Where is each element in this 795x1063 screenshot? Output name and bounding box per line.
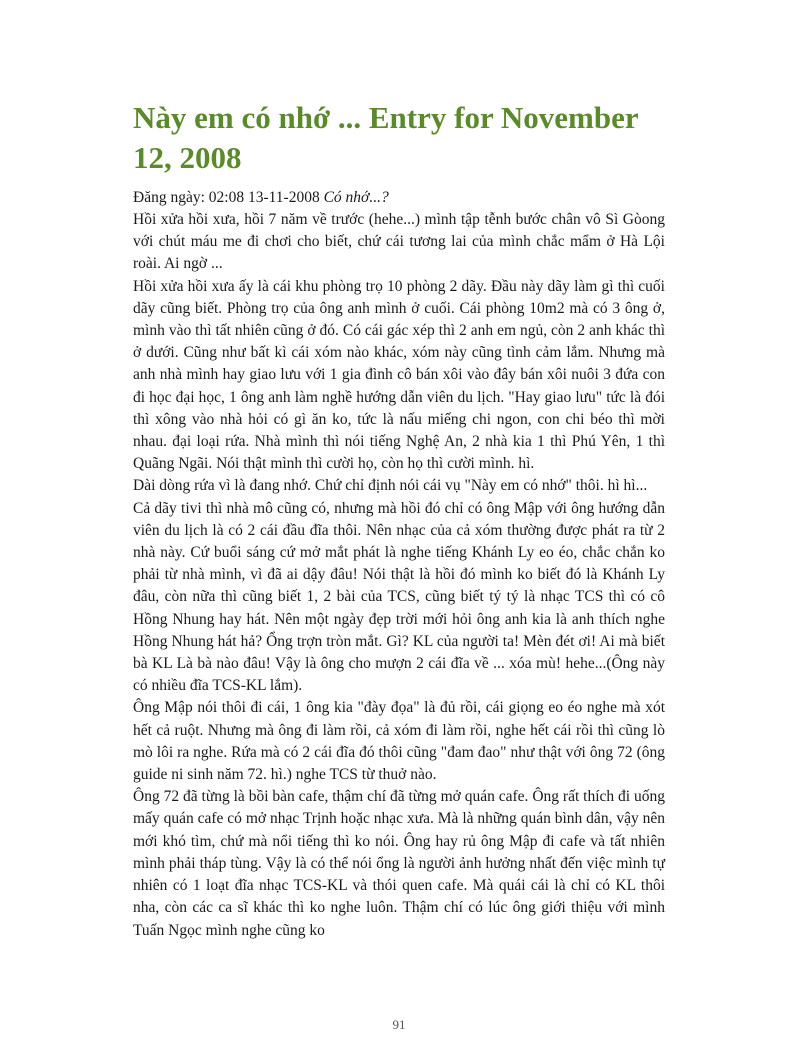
post-category: Có nhớ...? [323, 189, 389, 206]
paragraph-1: Hồi xửa hồi xưa, hồi 7 năm về trước (hehe...) mình tập tễnh bước chân vô Sì Gòong với chút máu me đi chơi cho biết, chứ cái tương lai của mình chắc mẩm ở Hà Lội roài. Ai ngờ ... [133, 211, 665, 273]
paragraph-6: Ông 72 đã từng là bồi bàn cafe, thậm chí đã từng mở quán cafe. Ông rất thích đi uống mấy quán cafe có mở nhạc Trịnh hoặc nhạc xưa. Mà là những quán bình dân, vậy nên mới khó tìm, chứ mà nổi tiếng thì ko nói. Ông hay rủ ông Mập đi cafe và tất nhiên mình phải tháp tùng. Vậy là có thể nói ổng là người ảnh hưởng nhất đến việc mình tự nhiên có 1 loạt đĩa nhạc TCS-KL và thói quen cafe. Mà quái cái là chỉ có KL thôi nha, còn các ca sĩ khác thì ko nghe luôn. Thậm chí có lúc ông giới thiệu với mình Tuấn Ngọc mình nghe cũng ko [133, 788, 665, 939]
paragraph-3: Dài dòng rứa vì là đang nhớ. Chứ chỉ định nói cái vụ "Này em có nhớ" thôi. hì hì... [133, 477, 648, 495]
entry-title: Này em có nhớ ... Entry for November 12, 2008 [133, 100, 639, 175]
paragraph-2: Hồi xửa hồi xưa ấy là cái khu phòng trọ 10 phòng 2 dãy. Đầu này dãy làm gì thì cuối dãy cũng biết. Phòng trọ của ông anh mình ở cuối. Cái phòng 10m2 mà có 3 ông ở, mình vào thì tất nhiên cũng ở đó. Có cái gác xép thì 2 anh em ngủ, còn 2 anh khác thì ở dưới. Cũng như bất kì cái xóm nào khác, xóm này cũng tình cảm lắm. Nhưng mà anh nhà mình hay giao lưu với 1 gia đình cô bán xôi vào đây bán xôi nuôi 3 đứa con đi học đại học, 1 ông anh làm nghề hướng dẫn viên du lịch. "Hay giao lưu" tức là đói thì xông vào nhà hỏi có gì ăn ko, tức là nấu miếng chi ngon, con chi béo thì mời nhau. đại loại rứa. Nhà mình thì nói tiếng Nghệ An, 2 nhà kia 1 thì Phú Yên, 1 thì Quãng Ngãi. Nói thật mình thì cười họ, còn họ thì cười mình. hì. [133, 277, 665, 473]
page-number: 91 [392, 1017, 406, 1032]
entry-body [133, 209, 665, 942]
post-meta [133, 187, 665, 209]
paragraph-5: Ông Mập nói thôi đi cái, 1 ông kia "đày đọa" là đủ rồi, cái giọng eo éo nghe mà xót hết cả ruột. Nhưng mà ông đi làm rồi, cả xóm đi làm rồi, nghe hết cái rồi thì cũng lò mò lôi ra nghe. Rứa mà có 2 cái đĩa đó thôi cũng "đam đao" như thật với ông 72 (ông guide ni sinh năm 72. hì.) nghe TCS từ thuở nào. [133, 699, 665, 784]
post-date: Đăng ngày: 02:08 13-11-2008 [133, 189, 320, 206]
document-page [133, 0, 665, 1063]
paragraph-4: Cả dãy tivi thì nhà mô cũng có, nhưng mà hồi đó chỉ có ông Mập với ông hướng dẫn viên du lịch là có 2 cái đầu đĩa thôi. Nên nhạc của cả xóm thường được phát ra từ 2 nhà này. Cứ buổi sáng cứ mở mắt phát là nghe tiếng Khánh Ly eo éo, chắc chắn ko phải từ nhà mình, vì đã ai dậy đâu! Nói thật là hồi đó mình ko biết đó là Khánh Ly đâu, còn nữa thì cũng biết 1, 2 bài của TCS, cũng biết tý tý là nhạc TCS thì có cô Hồng Nhung hay hát. Nên một ngày đẹp trời mới hỏi ông anh kia là anh thích nghe Hồng Nhung hát hả? Ổng trợn tròn mắt. Gì? KL của người ta! Mèn đét ơi! Ai mà biết bà KL Là bà nào đâu! Vậy là ông cho mượn 2 cái đĩa về ... xóa mù! hehe...(Ông này có nhiều đĩa TCS-KL lắm). [133, 499, 665, 695]
